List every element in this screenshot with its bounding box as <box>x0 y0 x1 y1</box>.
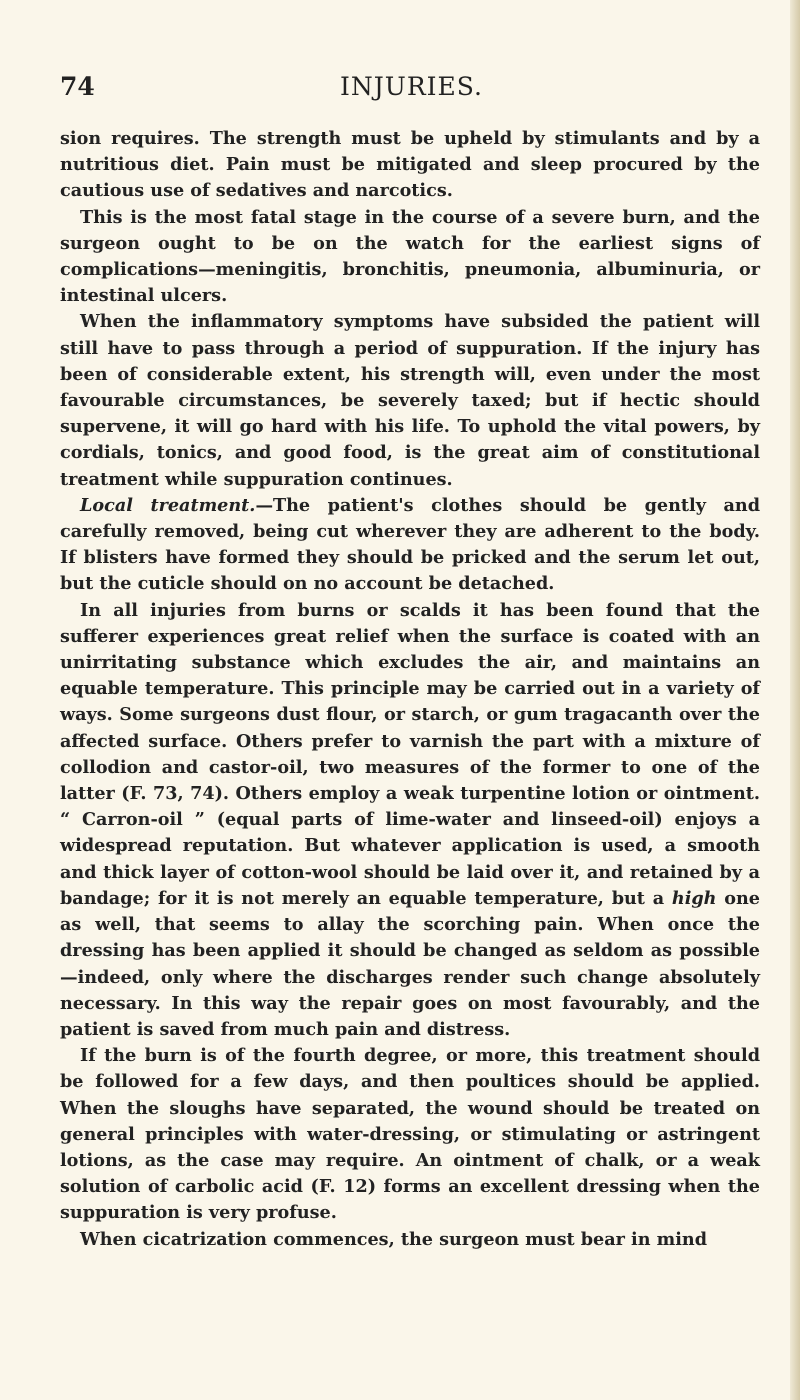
page-edge <box>790 0 800 1400</box>
paragraph-applications <box>60 598 760 1043</box>
local-treatment-text: —The patient's clothes should be gently and carefully removed, being cut wherever they are adherent to the body. If blisters have formed they should be pricked and the serum let out, but the cuticle should on no account be detached. <box>60 494 760 595</box>
paragraph-suppuration: When the inflammatory symptoms have subsided the patient will still have to pass through a period of suppuration. If the injury has been of considerable extent, his strength will, even under the most favourable circumstances, be severely taxed; but if hectic should supervene, it will go hard with his life. To uphold the vital powers, by cordials, tonics, and good food, is the great aim of constitutional treatment while suppuration continues. <box>60 311 760 490</box>
page-number: 74 <box>60 72 95 101</box>
paragraph-fatal-stage: This is the most fatal stage in the course of a severe burn, and the surgeon ought to be on the watch for the earliest signs of complications—meningitis, bronchitis, pneumonia, albuminuria, or intestinal ulcers. <box>60 206 760 307</box>
applications-text-b: one as well, that seems to allay the scorching pain. When once the dressing has been applied it should be changed as seldom as possible—indeed, only where the discharges render such change absolutely necessary. In this way the repair goes on most favourably, and the patient is saved from much pain and distress. <box>60 887 760 1040</box>
page-header <box>60 72 740 102</box>
paragraph-continuation: sion requires. The strength must be upheld by stimulants and by a nutritious diet. Pain must be mitigated and sleep procured by the cautious use of sedatives and narcotics. <box>60 128 760 202</box>
running-head: INJURIES. <box>340 72 483 101</box>
applications-text-a: In all injuries from burns or scalds it has been found that the sufferer experiences great relief when the surface is coated with an unirritating substance which excludes the air, and maintains an equable temperature. This principle may be carried out in a variety of ways. Some surgeons dust flour, or starch, or gum tragacanth over the affected surface. Others prefer to varnish the part with a mixture of collodion and castor-oil, two measures of the former to one of the latter (F. 73, 74). Others employ a weak turpentine lotion or ointment. “ Carron-oil ” (equal parts of lime-water and linseed-oil) enjoys a widespread reputation. But whatever application is used, a smooth and thick layer of cotton-wool should be laid over it, and retained by a bandage; for it is not merely an equable temperature, but a <box>60 599 760 909</box>
body-text <box>60 126 760 1253</box>
paragraph-local-treatment <box>60 493 760 598</box>
paragraph-cicatrization: When cicatrization commences, the surgeon must bear in mind <box>80 1228 708 1250</box>
local-treatment-heading: Local treatment. <box>80 494 256 516</box>
paragraph-fourth-degree: If the burn is of the fourth degree, or more, this treatment should be followed for a few days, and then poultices should be applied. When the sloughs have separated, the wound should be treated on general principles with water-dressing, or stimulating or astringent lotions, as the case may require. An ointment of chalk, or a weak solution of carbolic acid (F. 12) forms an excellent dressing when the suppuration is very profuse. <box>60 1045 760 1224</box>
emphasis-high: high <box>671 887 717 909</box>
